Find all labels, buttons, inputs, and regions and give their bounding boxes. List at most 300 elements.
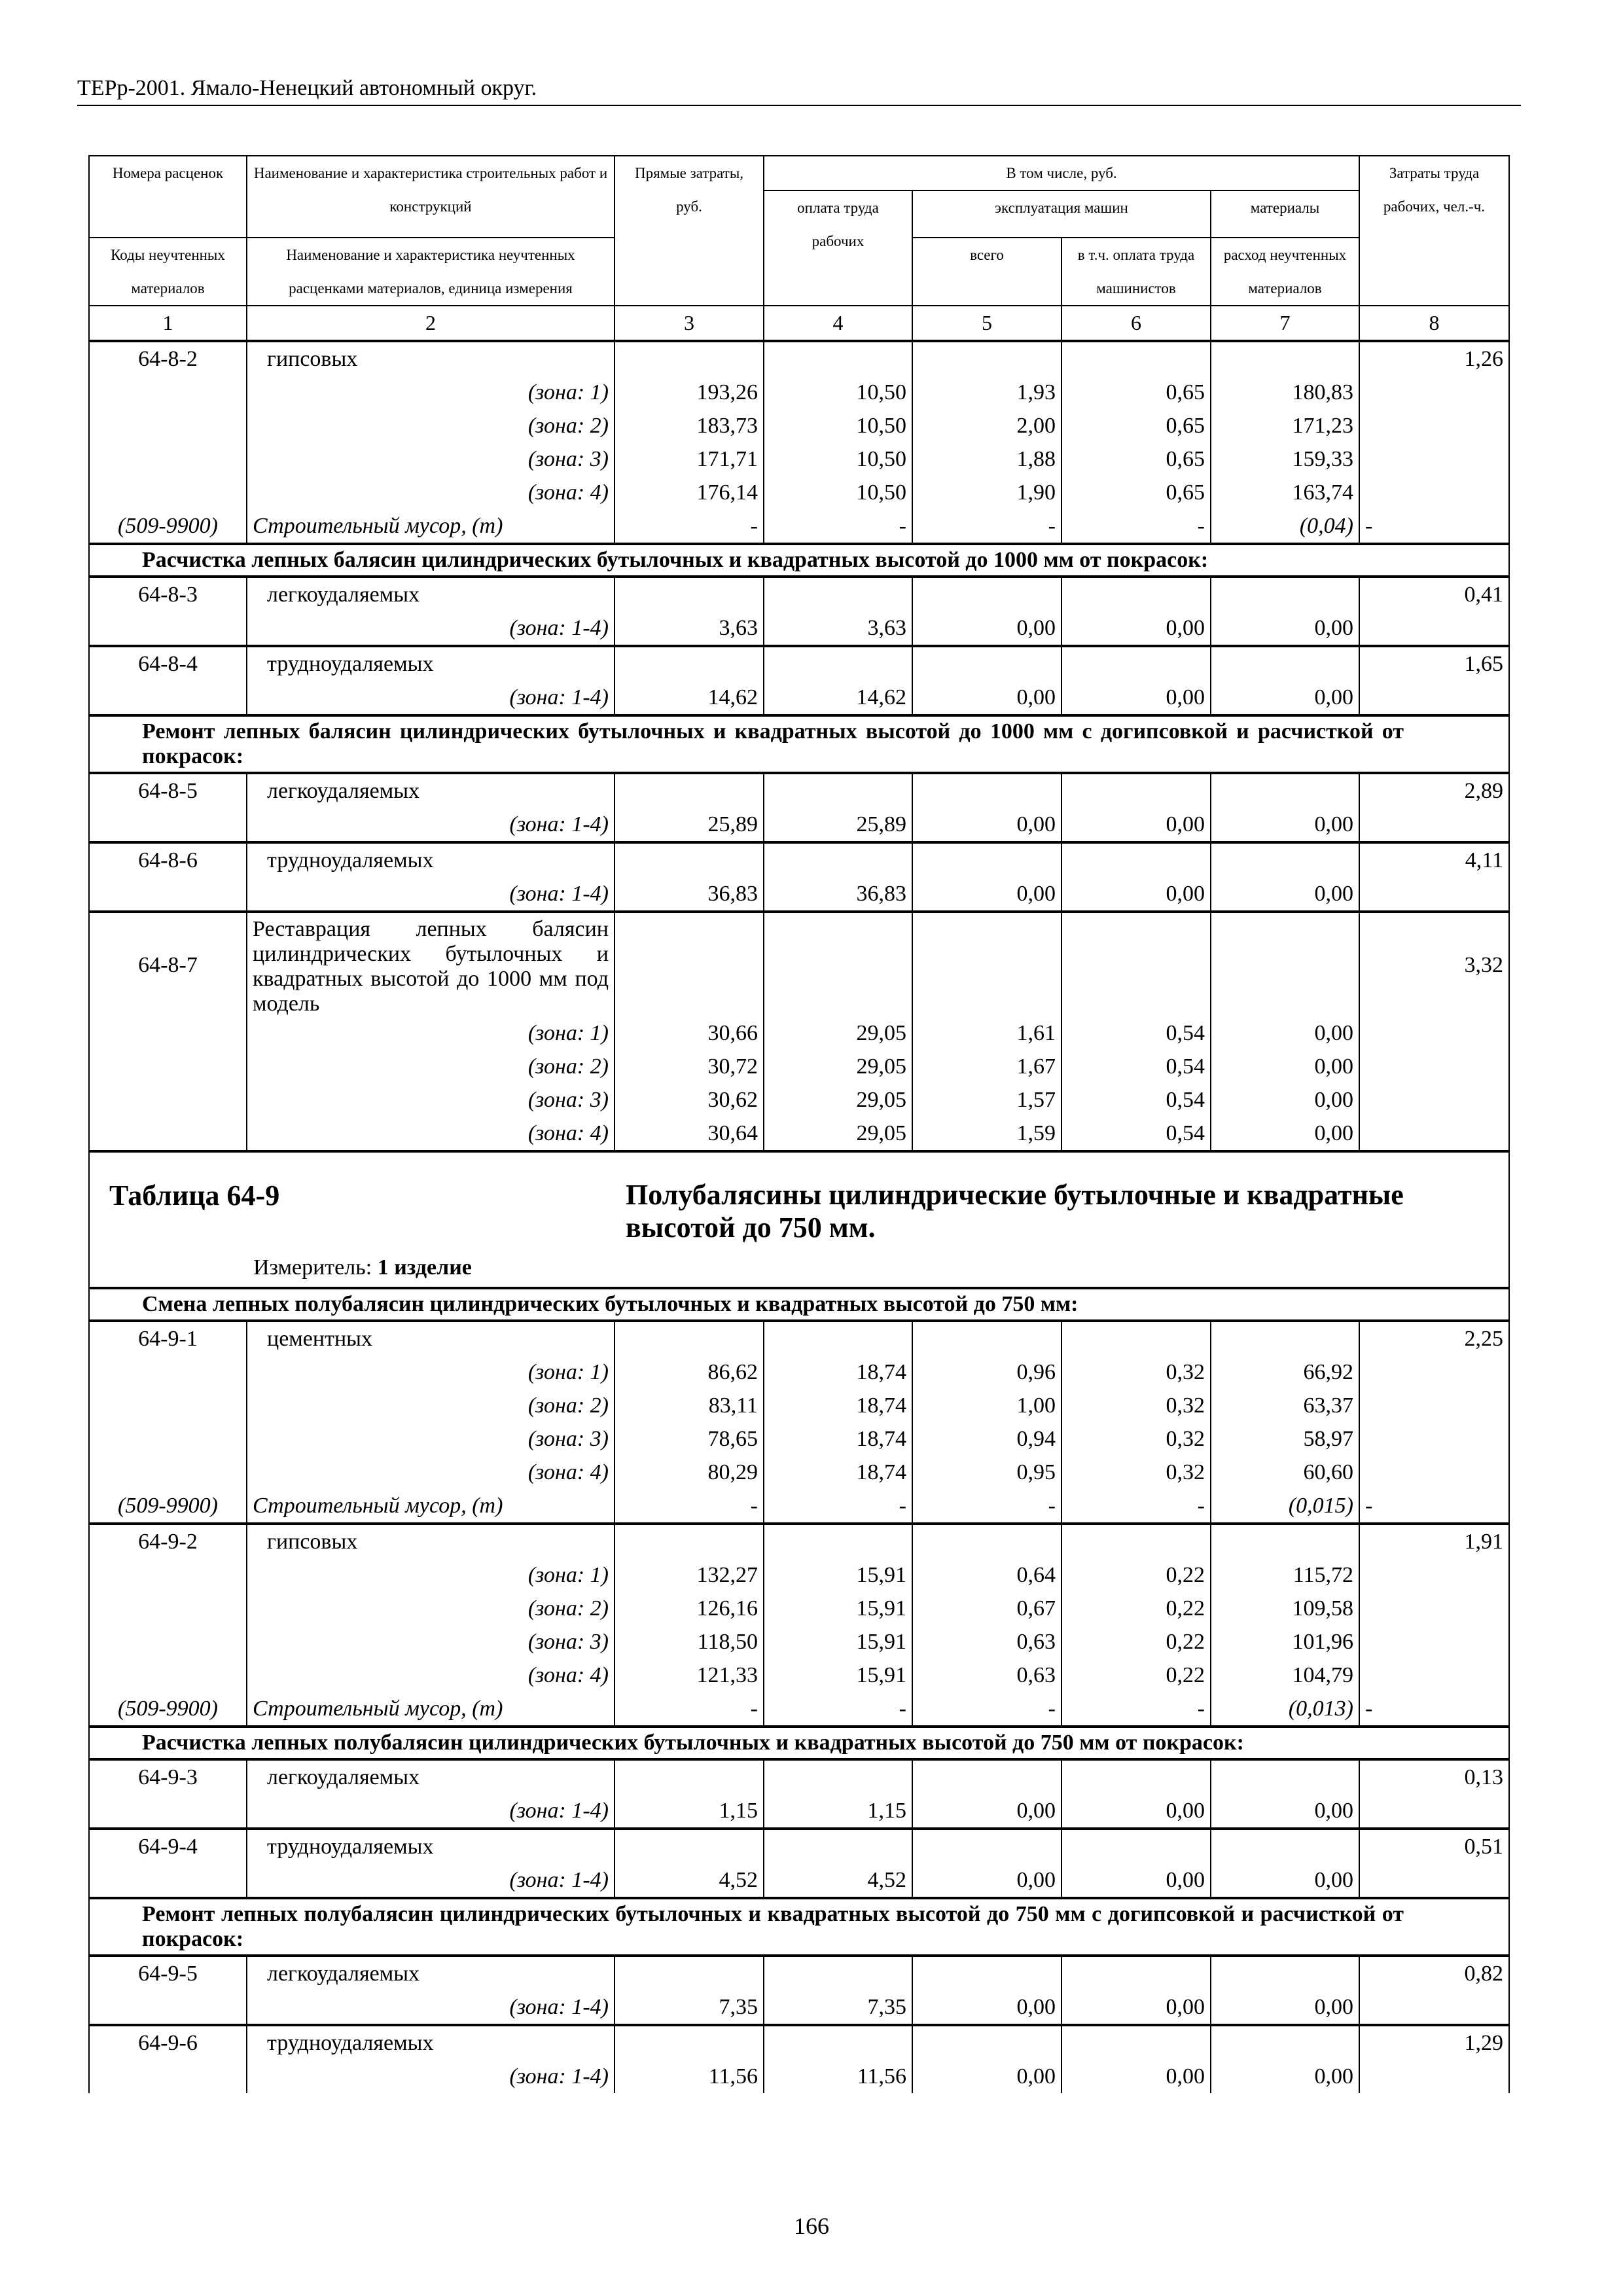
measure-value: 1 изделие xyxy=(377,1255,472,1280)
zone-row xyxy=(89,442,1509,476)
rate-code: 64-8-5 xyxy=(89,773,247,808)
empty-cell xyxy=(89,1050,247,1083)
zone-row xyxy=(89,1389,1509,1422)
cost-value: 1,15 xyxy=(615,1794,764,1829)
material-name: Строительный мусор, (т) xyxy=(247,509,615,544)
empty-cell xyxy=(89,1117,247,1151)
cost-value: 0,63 xyxy=(912,1659,1061,1692)
empty-cell xyxy=(1211,1321,1359,1355)
empty-cell xyxy=(764,773,912,808)
zone-row xyxy=(89,1558,1509,1592)
empty-cell xyxy=(1061,773,1211,808)
empty-cell xyxy=(1359,611,1509,646)
work-name: трудноудаляемых xyxy=(247,842,615,877)
empty-cell xyxy=(615,773,764,808)
cost-value: 0,00 xyxy=(912,611,1061,646)
empty-cell xyxy=(764,912,912,1016)
cost-value: 0,00 xyxy=(1211,808,1359,842)
cost-value: 0,00 xyxy=(1211,2060,1359,2093)
section-heading-row xyxy=(89,715,1509,773)
empty-cell xyxy=(1061,1759,1211,1794)
material-value: - xyxy=(912,1692,1061,1727)
material-value: - xyxy=(615,1489,764,1524)
rate-code: 64-9-3 xyxy=(89,1759,247,1794)
section-heading-row xyxy=(89,1727,1509,1759)
empty-cell xyxy=(1359,2060,1509,2093)
zone-row xyxy=(89,1083,1509,1117)
header-col3: Прямые затраты, руб. xyxy=(615,156,764,306)
section-heading: Смена лепных полубалясин цилиндрических бутылочных и квадратных высотой до 750 мм: xyxy=(89,1288,1509,1321)
cost-value: 4,52 xyxy=(764,1863,912,1898)
cost-value: 180,83 xyxy=(1211,376,1359,409)
empty-cell xyxy=(89,808,247,842)
empty-cell xyxy=(1359,442,1509,476)
empty-cell xyxy=(1359,1050,1509,1083)
cost-value: 121,33 xyxy=(615,1659,764,1692)
cost-value: 0,22 xyxy=(1061,1592,1211,1625)
empty-cell xyxy=(1061,2025,1211,2060)
material-tail: - xyxy=(1359,1692,1509,1727)
cost-value: 0,00 xyxy=(1211,1016,1359,1050)
labor-hours: 1,29 xyxy=(1359,2025,1509,2060)
empty-cell xyxy=(615,341,764,376)
labor-hours: 0,51 xyxy=(1359,1829,1509,1863)
labor-hours: 0,82 xyxy=(1359,1956,1509,1990)
cost-value: 14,62 xyxy=(615,681,764,715)
rate-code: 64-9-5 xyxy=(89,1956,247,1990)
zone-label: (зона: 2) xyxy=(247,1389,615,1422)
empty-cell xyxy=(912,1956,1061,1990)
zone-row xyxy=(89,1990,1509,2025)
empty-cell xyxy=(912,341,1061,376)
rate-code: 64-8-2 xyxy=(89,341,247,376)
cost-value: 18,74 xyxy=(764,1456,912,1489)
cost-value: 29,05 xyxy=(764,1050,912,1083)
cost-value: 0,32 xyxy=(1061,1456,1211,1489)
page-number: 166 xyxy=(794,2213,829,2239)
zone-row xyxy=(89,1050,1509,1083)
empty-cell xyxy=(1359,1389,1509,1422)
cost-value: 0,00 xyxy=(1211,1863,1359,1898)
cost-value: 0,00 xyxy=(1061,1794,1211,1829)
cost-value: 0,00 xyxy=(1211,1990,1359,2025)
empty-cell xyxy=(764,1524,912,1558)
material-code: (509-9900) xyxy=(89,509,247,544)
cost-value: 66,92 xyxy=(1211,1355,1359,1389)
empty-cell xyxy=(1359,1794,1509,1829)
zone-row xyxy=(89,1456,1509,1489)
empty-cell xyxy=(764,341,912,376)
zone-row xyxy=(89,1592,1509,1625)
material-value: - xyxy=(764,509,912,544)
empty-cell xyxy=(912,1759,1061,1794)
cost-value: 36,83 xyxy=(615,877,764,912)
cost-value: 3,63 xyxy=(615,611,764,646)
zone-label: (зона: 1) xyxy=(247,376,615,409)
cost-value: 11,56 xyxy=(764,2060,912,2093)
running-head: ТЕРр-2001. Ямало-Ненецкий автономный округ. xyxy=(77,76,1521,106)
empty-cell xyxy=(1061,1321,1211,1355)
cost-value: 18,74 xyxy=(764,1422,912,1456)
empty-cell xyxy=(615,2025,764,2060)
empty-cell xyxy=(1359,1659,1509,1692)
rate-code: 64-8-6 xyxy=(89,842,247,877)
col-number: 3 xyxy=(615,306,764,341)
empty-cell xyxy=(1359,877,1509,912)
section-heading: Ремонт лепных балясин цилиндрических бутылочных и квадратных высотой до 1000 мм с догипсовкой и расчисткой от покрасок: xyxy=(89,715,1509,773)
table-header xyxy=(89,156,1509,306)
cost-value: 1,59 xyxy=(912,1117,1061,1151)
zone-label: (зона: 4) xyxy=(247,1659,615,1692)
header-incl: В том числе, руб. xyxy=(764,156,1359,190)
cost-value: 0,00 xyxy=(1061,1863,1211,1898)
empty-cell xyxy=(89,1083,247,1117)
zone-label: (зона: 3) xyxy=(247,442,615,476)
zone-label: (зона: 1) xyxy=(247,1355,615,1389)
zone-label: (зона: 1-4) xyxy=(247,1990,615,2025)
empty-cell xyxy=(1211,842,1359,877)
zone-label: (зона: 4) xyxy=(247,1117,615,1151)
cost-value: 15,91 xyxy=(764,1558,912,1592)
section-heading: Расчистка лепных полубалясин цилиндрических бутылочных и квадратных высотой до 750 мм от покрасок: xyxy=(89,1727,1509,1759)
empty-cell xyxy=(1211,1956,1359,1990)
material-code: (509-9900) xyxy=(89,1489,247,1524)
cost-value: 0,00 xyxy=(912,1863,1061,1898)
empty-cell xyxy=(764,1759,912,1794)
cost-value: 29,05 xyxy=(764,1117,912,1151)
cost-value: 0,65 xyxy=(1061,376,1211,409)
empty-cell xyxy=(912,1321,1061,1355)
cost-value: 11,56 xyxy=(615,2060,764,2093)
rate-code: 64-9-6 xyxy=(89,2025,247,2060)
zone-row xyxy=(89,476,1509,509)
header-col1-top: Номера расценок xyxy=(89,156,247,238)
cost-value: 0,00 xyxy=(1061,681,1211,715)
empty-cell xyxy=(1211,646,1359,681)
table-title: Полубалясины цилиндрические бутылочные и квадратные высотой до 750 мм. xyxy=(626,1179,1404,1244)
empty-cell xyxy=(1211,912,1359,1016)
empty-cell xyxy=(1211,577,1359,611)
cost-value: 15,91 xyxy=(764,1659,912,1692)
labor-hours: 3,32 xyxy=(1359,912,1509,1016)
cost-value: 0,65 xyxy=(1061,476,1211,509)
labor-hours: 4,11 xyxy=(1359,842,1509,877)
zone-row xyxy=(89,1863,1509,1898)
cost-value: 176,14 xyxy=(615,476,764,509)
empty-cell xyxy=(764,1321,912,1355)
empty-cell xyxy=(1061,1956,1211,1990)
work-name: Реставрация лепных балясин цилиндрических бутылочных и квадратных высотой до 1000 мм под модель xyxy=(247,912,615,1016)
cost-value: 10,50 xyxy=(764,376,912,409)
header-col2-bottom: Наименование и характеристика неучтенных расценками материалов, единица измерения xyxy=(247,238,615,306)
zone-row xyxy=(89,2060,1509,2093)
cost-value: 118,50 xyxy=(615,1625,764,1659)
material-value: - xyxy=(764,1692,912,1727)
cost-value: 0,32 xyxy=(1061,1422,1211,1456)
labor-hours: 2,89 xyxy=(1359,773,1509,808)
cost-value: 0,63 xyxy=(912,1625,1061,1659)
zone-row xyxy=(89,1355,1509,1389)
measure-label: Измеритель: xyxy=(253,1255,372,1280)
item-row xyxy=(89,1829,1509,1863)
cost-value: 30,62 xyxy=(615,1083,764,1117)
zone-label: (зона: 1-4) xyxy=(247,808,615,842)
cost-value: 0,22 xyxy=(1061,1558,1211,1592)
empty-cell xyxy=(764,1829,912,1863)
empty-cell xyxy=(1359,1117,1509,1151)
cost-value: 0,65 xyxy=(1061,442,1211,476)
cost-value: 1,67 xyxy=(912,1050,1061,1083)
cost-value: 0,54 xyxy=(1061,1083,1211,1117)
cost-value: 15,91 xyxy=(764,1592,912,1625)
empty-cell xyxy=(89,1389,247,1422)
empty-cell xyxy=(1359,1625,1509,1659)
cost-value: 0,32 xyxy=(1061,1355,1211,1389)
rate-code: 64-9-1 xyxy=(89,1321,247,1355)
cost-value: 0,00 xyxy=(1061,877,1211,912)
zone-row xyxy=(89,808,1509,842)
empty-cell xyxy=(1359,1558,1509,1592)
zone-label: (зона: 1) xyxy=(247,1016,615,1050)
column-numbers xyxy=(89,306,1509,341)
cost-value: 0,00 xyxy=(1211,1050,1359,1083)
zone-label: (зона: 3) xyxy=(247,1625,615,1659)
zone-label: (зона: 1-4) xyxy=(247,681,615,715)
cost-value: 0,22 xyxy=(1061,1659,1211,1692)
zone-row xyxy=(89,409,1509,442)
zone-row xyxy=(89,1659,1509,1692)
cost-value: 193,26 xyxy=(615,376,764,409)
zone-row xyxy=(89,1117,1509,1151)
material-value: (0,04) xyxy=(1211,509,1359,544)
zone-label: (зона: 1-4) xyxy=(247,611,615,646)
cost-value: 2,00 xyxy=(912,409,1061,442)
labor-hours: 2,25 xyxy=(1359,1321,1509,1355)
material-tail: - xyxy=(1359,1489,1509,1524)
empty-cell xyxy=(1359,1016,1509,1050)
col-number: 7 xyxy=(1211,306,1359,341)
zone-label: (зона: 1-4) xyxy=(247,1863,615,1898)
cost-value: 0,00 xyxy=(912,1794,1061,1829)
cost-value: 0,64 xyxy=(912,1558,1061,1592)
cost-value: 0,00 xyxy=(1211,1083,1359,1117)
cost-value: 4,52 xyxy=(615,1863,764,1898)
empty-cell xyxy=(615,842,764,877)
empty-cell xyxy=(615,1956,764,1990)
zone-row xyxy=(89,1794,1509,1829)
cost-value: 0,00 xyxy=(1211,877,1359,912)
zone-row xyxy=(89,1422,1509,1456)
price-table xyxy=(88,155,1510,2093)
empty-cell xyxy=(912,1524,1061,1558)
cost-value: 0,67 xyxy=(912,1592,1061,1625)
cost-value: 0,54 xyxy=(1061,1117,1211,1151)
item-row xyxy=(89,912,1509,1016)
table-body xyxy=(89,341,1509,2093)
item-row xyxy=(89,341,1509,376)
empty-cell xyxy=(89,877,247,912)
cost-value: 63,37 xyxy=(1211,1389,1359,1422)
labor-hours: 1,26 xyxy=(1359,341,1509,376)
empty-cell xyxy=(89,1422,247,1456)
empty-cell xyxy=(89,476,247,509)
waste-row xyxy=(89,509,1509,544)
item-row xyxy=(89,1524,1509,1558)
work-name: цементных xyxy=(247,1321,615,1355)
zone-row xyxy=(89,376,1509,409)
material-value: - xyxy=(912,1489,1061,1524)
cost-value: 78,65 xyxy=(615,1422,764,1456)
material-value: - xyxy=(615,1692,764,1727)
cost-value: 58,97 xyxy=(1211,1422,1359,1456)
empty-cell xyxy=(1211,341,1359,376)
zone-row xyxy=(89,1016,1509,1050)
material-value: - xyxy=(764,1489,912,1524)
zone-row xyxy=(89,681,1509,715)
empty-cell xyxy=(912,577,1061,611)
header-col1-bottom: Коды неучтенных материалов xyxy=(89,238,247,306)
zone-label: (зона: 1-4) xyxy=(247,2060,615,2093)
zone-label: (зона: 3) xyxy=(247,1083,615,1117)
zone-label: (зона: 1-4) xyxy=(247,877,615,912)
empty-cell xyxy=(89,442,247,476)
material-value: - xyxy=(1061,509,1211,544)
zone-label: (зона: 2) xyxy=(247,1050,615,1083)
empty-cell xyxy=(1359,1422,1509,1456)
header-col8: Затраты труда рабочих, чел.-ч. xyxy=(1359,156,1509,306)
cost-value: 0,00 xyxy=(912,877,1061,912)
labor-hours: 0,41 xyxy=(1359,577,1509,611)
cost-value: 25,89 xyxy=(764,808,912,842)
col-number: 1 xyxy=(89,306,247,341)
empty-cell xyxy=(912,842,1061,877)
work-name: трудноудаляемых xyxy=(247,1829,615,1863)
empty-cell xyxy=(89,1625,247,1659)
zone-label: (зона: 1) xyxy=(247,1558,615,1592)
cost-value: 183,73 xyxy=(615,409,764,442)
empty-cell xyxy=(764,2025,912,2060)
work-name: легкоудаляемых xyxy=(247,577,615,611)
empty-cell xyxy=(764,842,912,877)
cost-value: 0,00 xyxy=(1061,611,1211,646)
cost-value: 10,50 xyxy=(764,409,912,442)
cost-value: 159,33 xyxy=(1211,442,1359,476)
cost-value: 0,00 xyxy=(1211,611,1359,646)
empty-cell xyxy=(89,409,247,442)
empty-cell xyxy=(1359,376,1509,409)
empty-cell xyxy=(89,1592,247,1625)
rate-code: 64-8-4 xyxy=(89,646,247,681)
cost-value: 0,00 xyxy=(912,1990,1061,2025)
material-value: - xyxy=(1061,1692,1211,1727)
waste-row xyxy=(89,1489,1509,1524)
empty-cell xyxy=(764,1956,912,1990)
cost-value: 0,32 xyxy=(1061,1389,1211,1422)
cost-value: 0,00 xyxy=(1061,808,1211,842)
cost-value: 3,63 xyxy=(764,611,912,646)
empty-cell xyxy=(1211,1829,1359,1863)
header-labor-pay: оплата труда рабочих xyxy=(764,190,912,306)
header-mach-total: всего xyxy=(912,238,1061,306)
work-name: легкоудаляемых xyxy=(247,773,615,808)
material-value: - xyxy=(615,509,764,544)
empty-cell xyxy=(912,912,1061,1016)
cost-value: 25,89 xyxy=(615,808,764,842)
cost-value: 1,15 xyxy=(764,1794,912,1829)
cost-value: 163,74 xyxy=(1211,476,1359,509)
empty-cell xyxy=(1359,808,1509,842)
zone-row xyxy=(89,611,1509,646)
zone-label: (зона: 4) xyxy=(247,476,615,509)
cost-value: 18,74 xyxy=(764,1355,912,1389)
section-heading-row xyxy=(89,544,1509,577)
cost-value: 15,91 xyxy=(764,1625,912,1659)
col-number: 5 xyxy=(912,306,1061,341)
table-number: Таблица 64-9 xyxy=(109,1179,280,1211)
col-number: 2 xyxy=(247,306,615,341)
rate-code: 64-8-7 xyxy=(89,912,247,1016)
zone-row xyxy=(89,877,1509,912)
col-number: 4 xyxy=(764,306,912,341)
material-name: Строительный мусор, (т) xyxy=(247,1692,615,1727)
material-value: (0,015) xyxy=(1211,1489,1359,1524)
rate-code: 64-9-4 xyxy=(89,1829,247,1863)
empty-cell xyxy=(912,773,1061,808)
cost-value: 1,57 xyxy=(912,1083,1061,1117)
zone-row xyxy=(89,1625,1509,1659)
empty-cell xyxy=(89,1355,247,1389)
material-code: (509-9900) xyxy=(89,1692,247,1727)
work-name: гипсовых xyxy=(247,341,615,376)
item-row xyxy=(89,1759,1509,1794)
empty-cell xyxy=(615,1524,764,1558)
empty-cell xyxy=(912,646,1061,681)
empty-cell xyxy=(1359,1592,1509,1625)
cost-value: 0,54 xyxy=(1061,1016,1211,1050)
empty-cell xyxy=(1359,1083,1509,1117)
cost-value: 29,05 xyxy=(764,1016,912,1050)
empty-cell xyxy=(912,1829,1061,1863)
cost-value: 101,96 xyxy=(1211,1625,1359,1659)
cost-value: 83,11 xyxy=(615,1389,764,1422)
work-name: гипсовых xyxy=(247,1524,615,1558)
cost-value: 171,23 xyxy=(1211,409,1359,442)
item-row xyxy=(89,1956,1509,1990)
material-name: Строительный мусор, (т) xyxy=(247,1489,615,1524)
item-row xyxy=(89,1321,1509,1355)
cost-value: 0,00 xyxy=(1061,1990,1211,2025)
cost-value: 1,93 xyxy=(912,376,1061,409)
cost-value: 60,60 xyxy=(1211,1456,1359,1489)
cost-value: 0,00 xyxy=(1061,2060,1211,2093)
section-heading-row xyxy=(89,1898,1509,1956)
cost-value: 0,22 xyxy=(1061,1625,1211,1659)
cost-value: 30,64 xyxy=(615,1117,764,1151)
empty-cell xyxy=(1061,341,1211,376)
section-heading-row xyxy=(89,1288,1509,1321)
cost-value: 115,72 xyxy=(1211,1558,1359,1592)
col-number: 6 xyxy=(1061,306,1211,341)
empty-cell xyxy=(1359,1863,1509,1898)
header-mat-unacc: расход неучтенных материалов xyxy=(1211,238,1359,306)
empty-cell xyxy=(89,1990,247,2025)
cost-value: 0,00 xyxy=(912,808,1061,842)
empty-cell xyxy=(89,1794,247,1829)
cost-value: 0,95 xyxy=(912,1456,1061,1489)
item-row xyxy=(89,842,1509,877)
header-materials: материалы xyxy=(1211,190,1359,238)
item-row xyxy=(89,2025,1509,2060)
